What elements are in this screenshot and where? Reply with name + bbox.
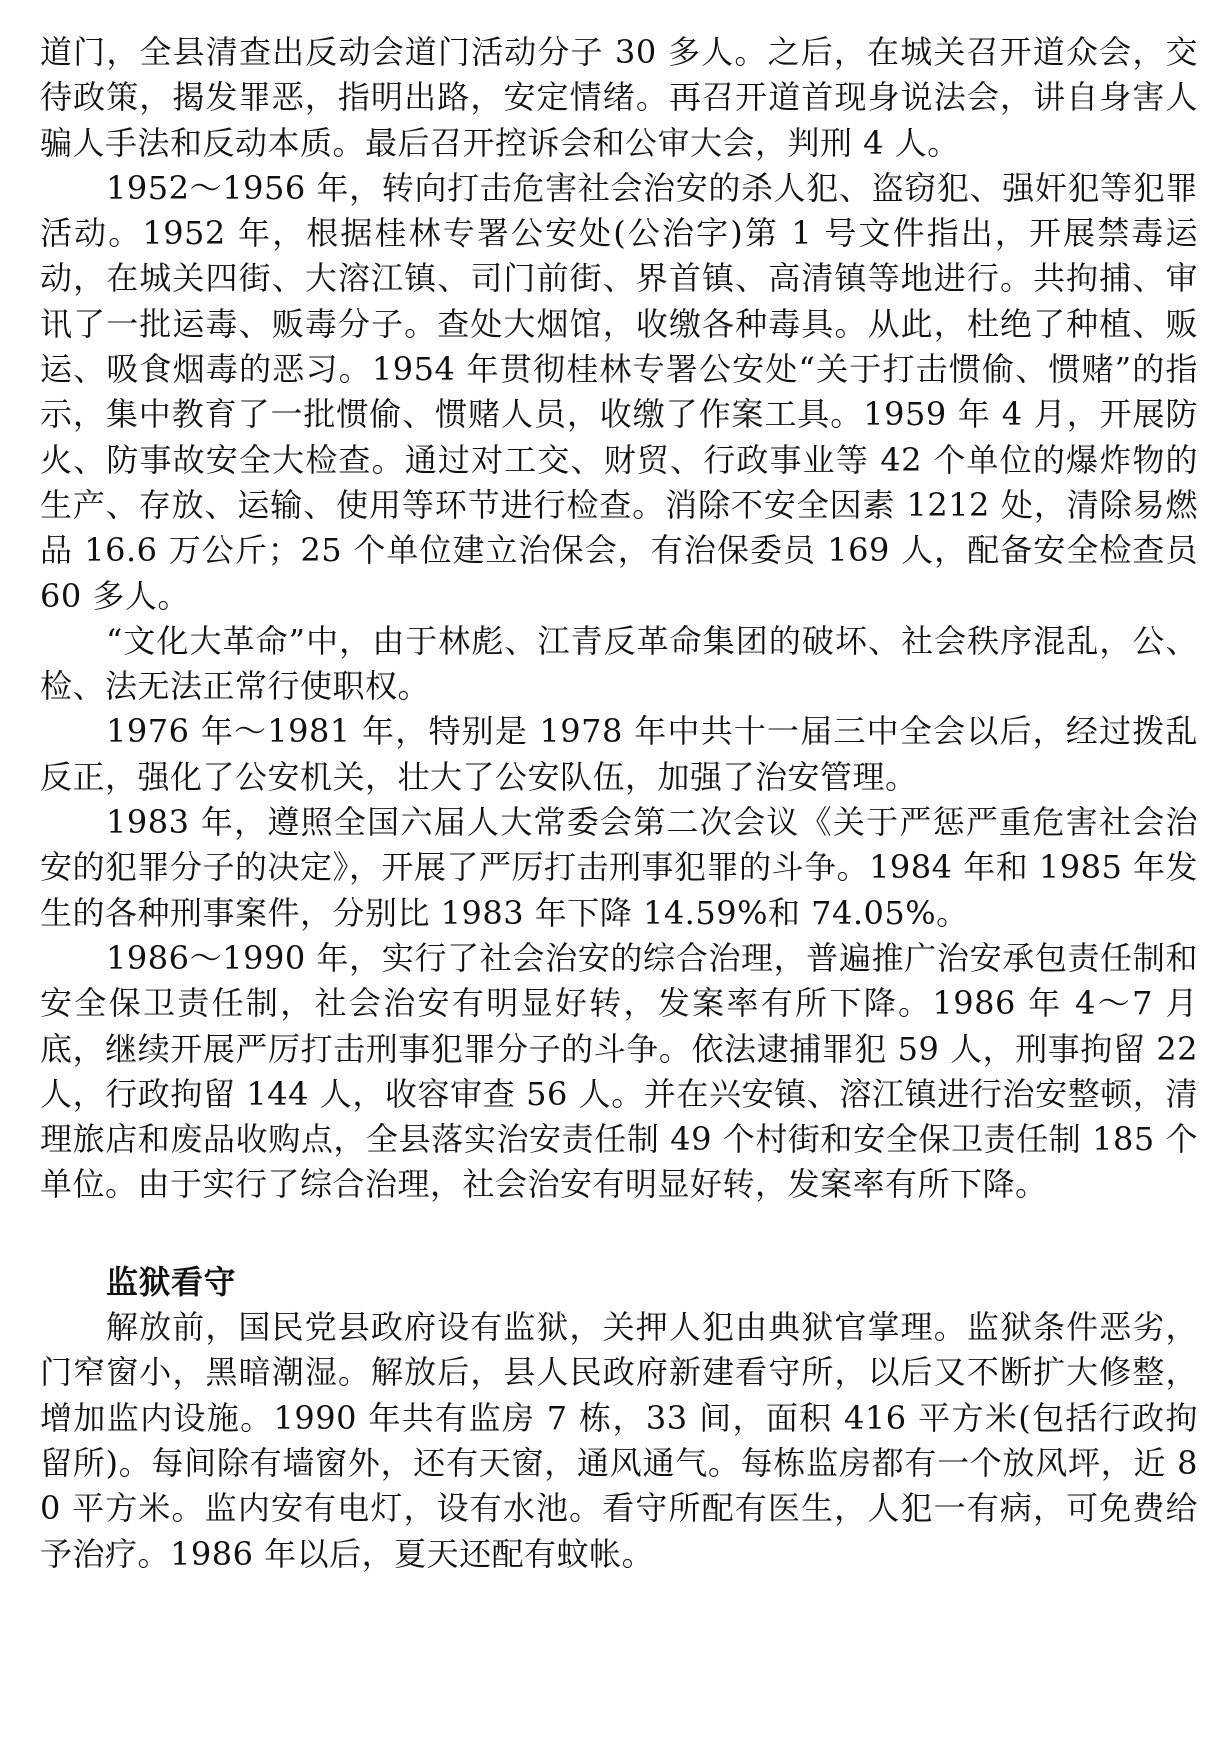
paragraph-continued: 道门，全县清查出反动会道门活动分子 30 多人。之后，在城关召开道众会，交待政策，揭发罪恶，指明出路，安定情绪。再召开道首现身说法会，讲自身害人骗人手法和反动本质。最后召开控诉会和公审大会，判刑 4 人。 (40, 33, 1198, 162)
paragraph-1976-1981: 1976 年～1981 年，特别是 1978 年中共十一届三中全会以后，经过拨乱反正，强化了公安机关，壮大了公安队伍，加强了治安管理。 (40, 712, 1198, 796)
section-paragraph: 解放前，国民党县政府设有监狱，关押人犯由典狱官掌理。监狱条件恶劣，门窄窗小，黑暗潮湿。解放后，县人民政府新建看守所，以后又不断扩大修整，增加监内设施。1990 年共有监房 7 栋，33 间，面积 416 平方米(包括行政拘留所)。每间除有墙窗外，还有天窗，通风通气。每栋监房都有一个放风坪，近 80 平方米。监内安有电灯，设有水池。看守所配有医生，人犯一有病，可免费给予治疗。1986 年以后，夏天还配有蚊帐。 (40, 1308, 1198, 1573)
paragraph-cultural-revolution: “文化大革命”中，由于林彪、江青反革命集团的破坏、社会秩序混乱，公、检、法无法正常行使职权。 (40, 621, 1198, 706)
section-heading: 监狱看守 (106, 1262, 237, 1301)
paragraph-1986-1990: 1986～1990 年，实行了社会治安的综合治理，普遍推广治安承包责任制和安全保卫责任制，社会治安有明显好转，发案率有所下降。1986 年 4～7 月底，继续开展严厉打击刑事犯罪分子的斗争。依法逮捕罪犯 59 人，刑事拘留 22 人，行政拘留 144 人，收容审查 56 人。并在兴安镇、溶江镇进行治安整顿，清理旅店和废品收购点，全县落实治安责任制 49 个村街和安全保卫责任制 185 个单位。由于实行了综合治理，社会治安有明显好转，发案率有所下降。 (40, 938, 1198, 1204)
paragraph-1983: 1983 年，遵照全国六届人大常委会第二次会议《关于严惩严重危害社会治安的犯罪分子的决定》，开展了严厉打击刑事犯罪的斗争。1984 年和 1985 年发生的各种刑事案件，分别比 1983 年下降 14.59%和 74.05%。 (40, 803, 1198, 932)
paragraph-1952-1956: 1952～1956 年，转向打击危害社会治安的杀人犯、盗窃犯、强奸犯等犯罪活动。1952 年，根据桂林专署公安处(公治字)第 1 号文件指出，开展禁毒运动，在城关四街、大溶江镇、司门前街、界首镇、高清镇等地进行。共拘捕、审讯了一批运毒、贩毒分子。查处大烟馆，收缴各种毒具。从此，杜绝了种植、贩运、吸食烟毒的恶习。1954 年贯彻桂林专署公安处“关于打击惯偷、惯赌”的指示，集中教育了一批惯偷、惯赌人员，收缴了作案工具。1959 年 4 月，开展防火、防事故安全大检查。通过对工交、财贸、行政事业等 42 个单位的爆炸物的生产、存放、运输、使用等环节进行检查。消除不安全因素 1212 处，清除易燃品 16.6 万公斤；25 个单位建立治保会，有治保委员 169 人，配备安全检查员 60 多人。 (40, 168, 1198, 615)
